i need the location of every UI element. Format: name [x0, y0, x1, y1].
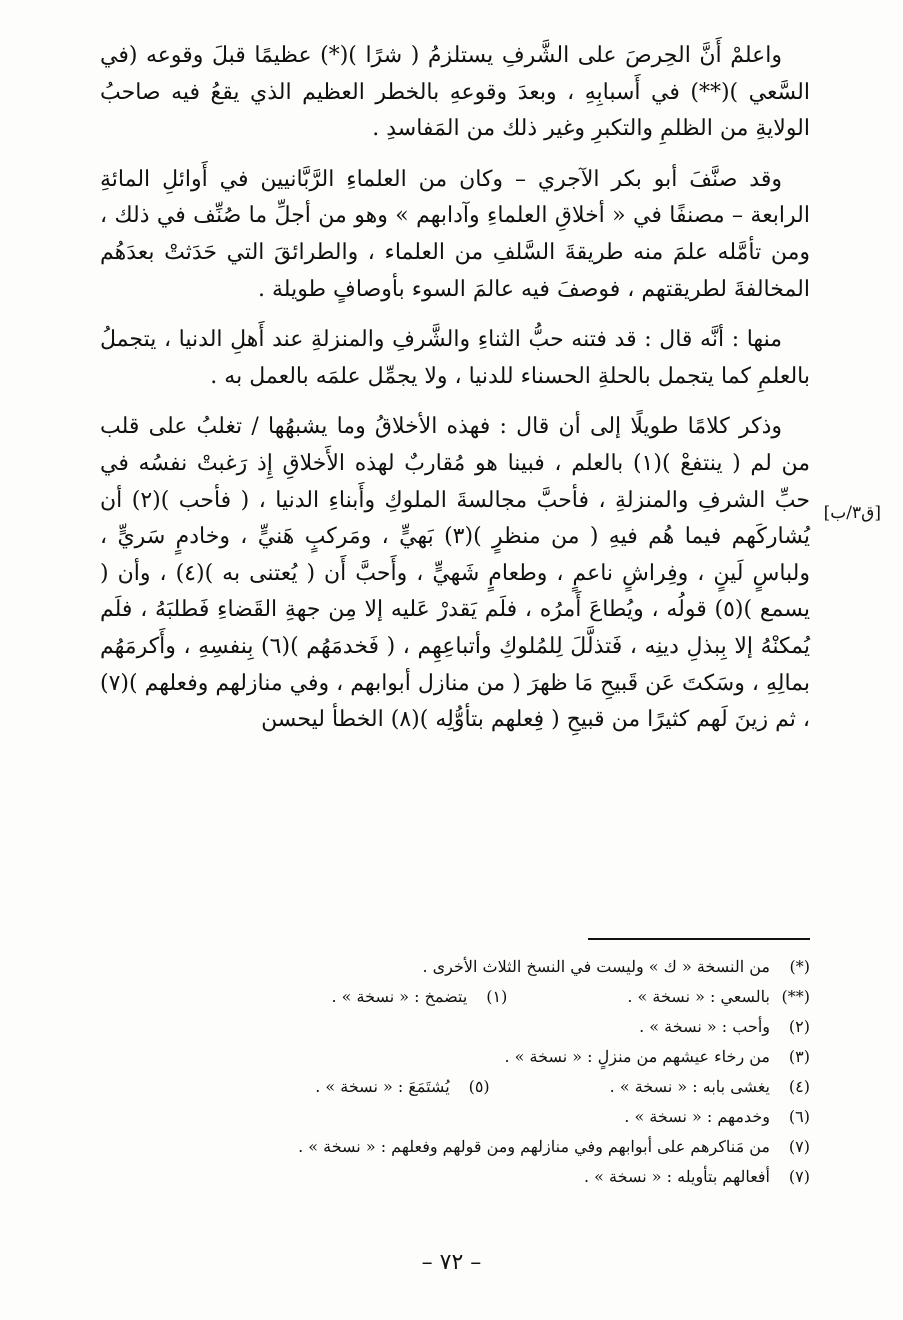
footnote-text: من مَناكرهم على أبوابهم وفي منازلهم ومن قولهم وفعلهم : « نسخة » .	[298, 1137, 770, 1156]
footnote-row	[100, 1102, 810, 1132]
footnote-text: يتضمخ : « نسخة » .	[331, 987, 468, 1006]
footnote-text: من النسخة « ك » وليست في النسخ الثلاث الأخرى .	[422, 957, 770, 976]
footnote-row	[100, 1012, 810, 1042]
footnote-item	[505, 1042, 811, 1072]
paragraph-4: وذكر كلامًا طويلًا إلى أن قال : فهذه الأخلاقُ وما يشبهُها / تغلبُ على قلب من لم ( ينتفعْ )(١) بالعلم ، فبينا هو مُقاربٌ لهذه الأَخلاقِ إِذ رَغبتْ نفسُه في حبِّ الشرفِ والمنزلةِ ، فأحبَّ مجالسةَ الملوكِ وأَبناءِ الدنيا ، ( فأحب )(٢) أن يُشاركَهم فيما هُم فيهِ ( من منظرٍ )(٣) بَهيٍّ ، ومَركبٍ هَنيٍّ ، وخادمٍ سَريٍّ ، ولباسٍ لَينٍ ، وفِراشٍ ناعمٍ ، وطعامٍ شَهيٍّ ، وأَحبَّ أَن ( يُعتنى به )(٤) ، وأن ( يسمع )(٥) قولُه ، ويُطاعَ أَمرُه ، فلَم يَقدرْ عَليه إلا مِن جهةِ القَضاءِ فَطلبَهُ ، فلَم يُمكنْهُ إلا بِبذلِ دينِه ، فَتذلَّلَ لِلمُلوكِ وأتباعِهِم ، ( فَخدمَهُم )(٦) بِنفسِهِ ، وأَكرمَهُم بمالِهِ ، وسَكتَ عَن قَبيحِ مَا ظهرَ ( من منازل أبوابهم ، وفي منازلهم وفعلهم )(٧) ، ثم زينَ لَهم كثيرًا من قبيحِ ( فِعلهم بتأوُّلِه )(٨) الخطأ ليحسن	[100, 414, 811, 733]
footnote-marker: (٥)	[468, 1077, 490, 1096]
footnote-marker: (٧)	[788, 1137, 810, 1156]
footnote-text: بالسعي : « نسخة » .	[627, 987, 770, 1006]
footnote-row	[100, 1042, 810, 1072]
footnote-item	[422, 952, 810, 982]
footnote-row	[100, 1072, 810, 1102]
footnote-row	[100, 1132, 810, 1162]
footnote-item	[298, 1132, 810, 1162]
footnote-marker: (*)	[789, 957, 810, 976]
footnote-item	[624, 1102, 810, 1132]
footnote-item	[315, 1072, 489, 1102]
footnote-marker: (**)	[781, 987, 810, 1006]
main-text	[100, 38, 810, 753]
footnote-marker: (٢)	[788, 1017, 810, 1036]
footnote-item	[584, 1162, 810, 1192]
footnote-row	[100, 1162, 810, 1192]
footnote-row	[100, 982, 810, 1012]
footnote-text: يغشى بابه : « نسخة » .	[609, 1077, 770, 1096]
footnote-item	[610, 1072, 810, 1102]
footnote-text: وأحب : « نسخة » .	[639, 1017, 770, 1036]
paragraph-3: منها : أنَّه قال : قد فتنه حبُّ الثناءِ والشَّرفِ والمنزلةِ عند أَهلِ الدنيا ، يتجملُ بالعلمِ كما يتجمل بالحلةِ الحسناء للدنيا ، ولا يجمِّل علمَه بالعمل به .	[100, 327, 810, 389]
footnote-marker: (٧)	[788, 1167, 810, 1186]
paragraph-1: واعلمْ أَنَّ الحِرصَ على الشَّرفِ يستلزمُ ( شرًا )(*) عظيمًا قبلَ وقوعه (في السَّعي )(**) في أَسبابِهِ ، وبعدَ وقوعهِ بالخطر العظيم الذي يقعُ فيه صاحبُ الولايةِ من الظلمِ والتكبرِ وغير ذلك من المَفاسدِ .	[100, 43, 810, 142]
paragraph-2: وقد صنَّفَ أبو بكر الآجري – وكان من العلماءِ الرَّبَّانيين في أَوائلِ المائةِ الرابعة – مصنفًا في « أخلاقِ العلماءِ وآدابهم » وهو من أجلِّ ما صُنِّف في ذلك ، ومن تأمَّله علمَ منه طريقةَ السَّلفِ من العلماء ، والطرائقَ التي حَدَثتْ بعدَهُم المخالفةَ لطريقتهم ، فوصفَ فيه عالمَ السوء بأوصافٍ طويلة .	[100, 166, 810, 302]
footnote-marker: (٣)	[788, 1047, 810, 1066]
footnotes	[100, 952, 810, 1192]
footnote-text: وخدمهم : « نسخة » .	[624, 1107, 770, 1126]
footnote-text: أفعالهم بتأويله : « نسخة » .	[584, 1167, 770, 1186]
footnote-text: يُشتَمَعَ : « نسخة » .	[315, 1077, 450, 1096]
footnote-item	[639, 1012, 810, 1042]
footnote-item	[627, 982, 810, 1012]
footnote-marker: (٤)	[788, 1077, 810, 1096]
page-number: – ٧٢ –	[421, 1250, 482, 1275]
footnote-text: من رخاء عيشهم من منزلٍ : « نسخة » .	[504, 1047, 770, 1066]
footnote-marker: (١)	[486, 987, 508, 1006]
footnote-item	[331, 982, 507, 1012]
footnote-marker: (٦)	[788, 1107, 810, 1126]
footnote-row	[100, 952, 810, 982]
manuscript-folio-marker: [ق٣/ب]	[823, 503, 881, 523]
footnote-separator	[588, 938, 810, 940]
